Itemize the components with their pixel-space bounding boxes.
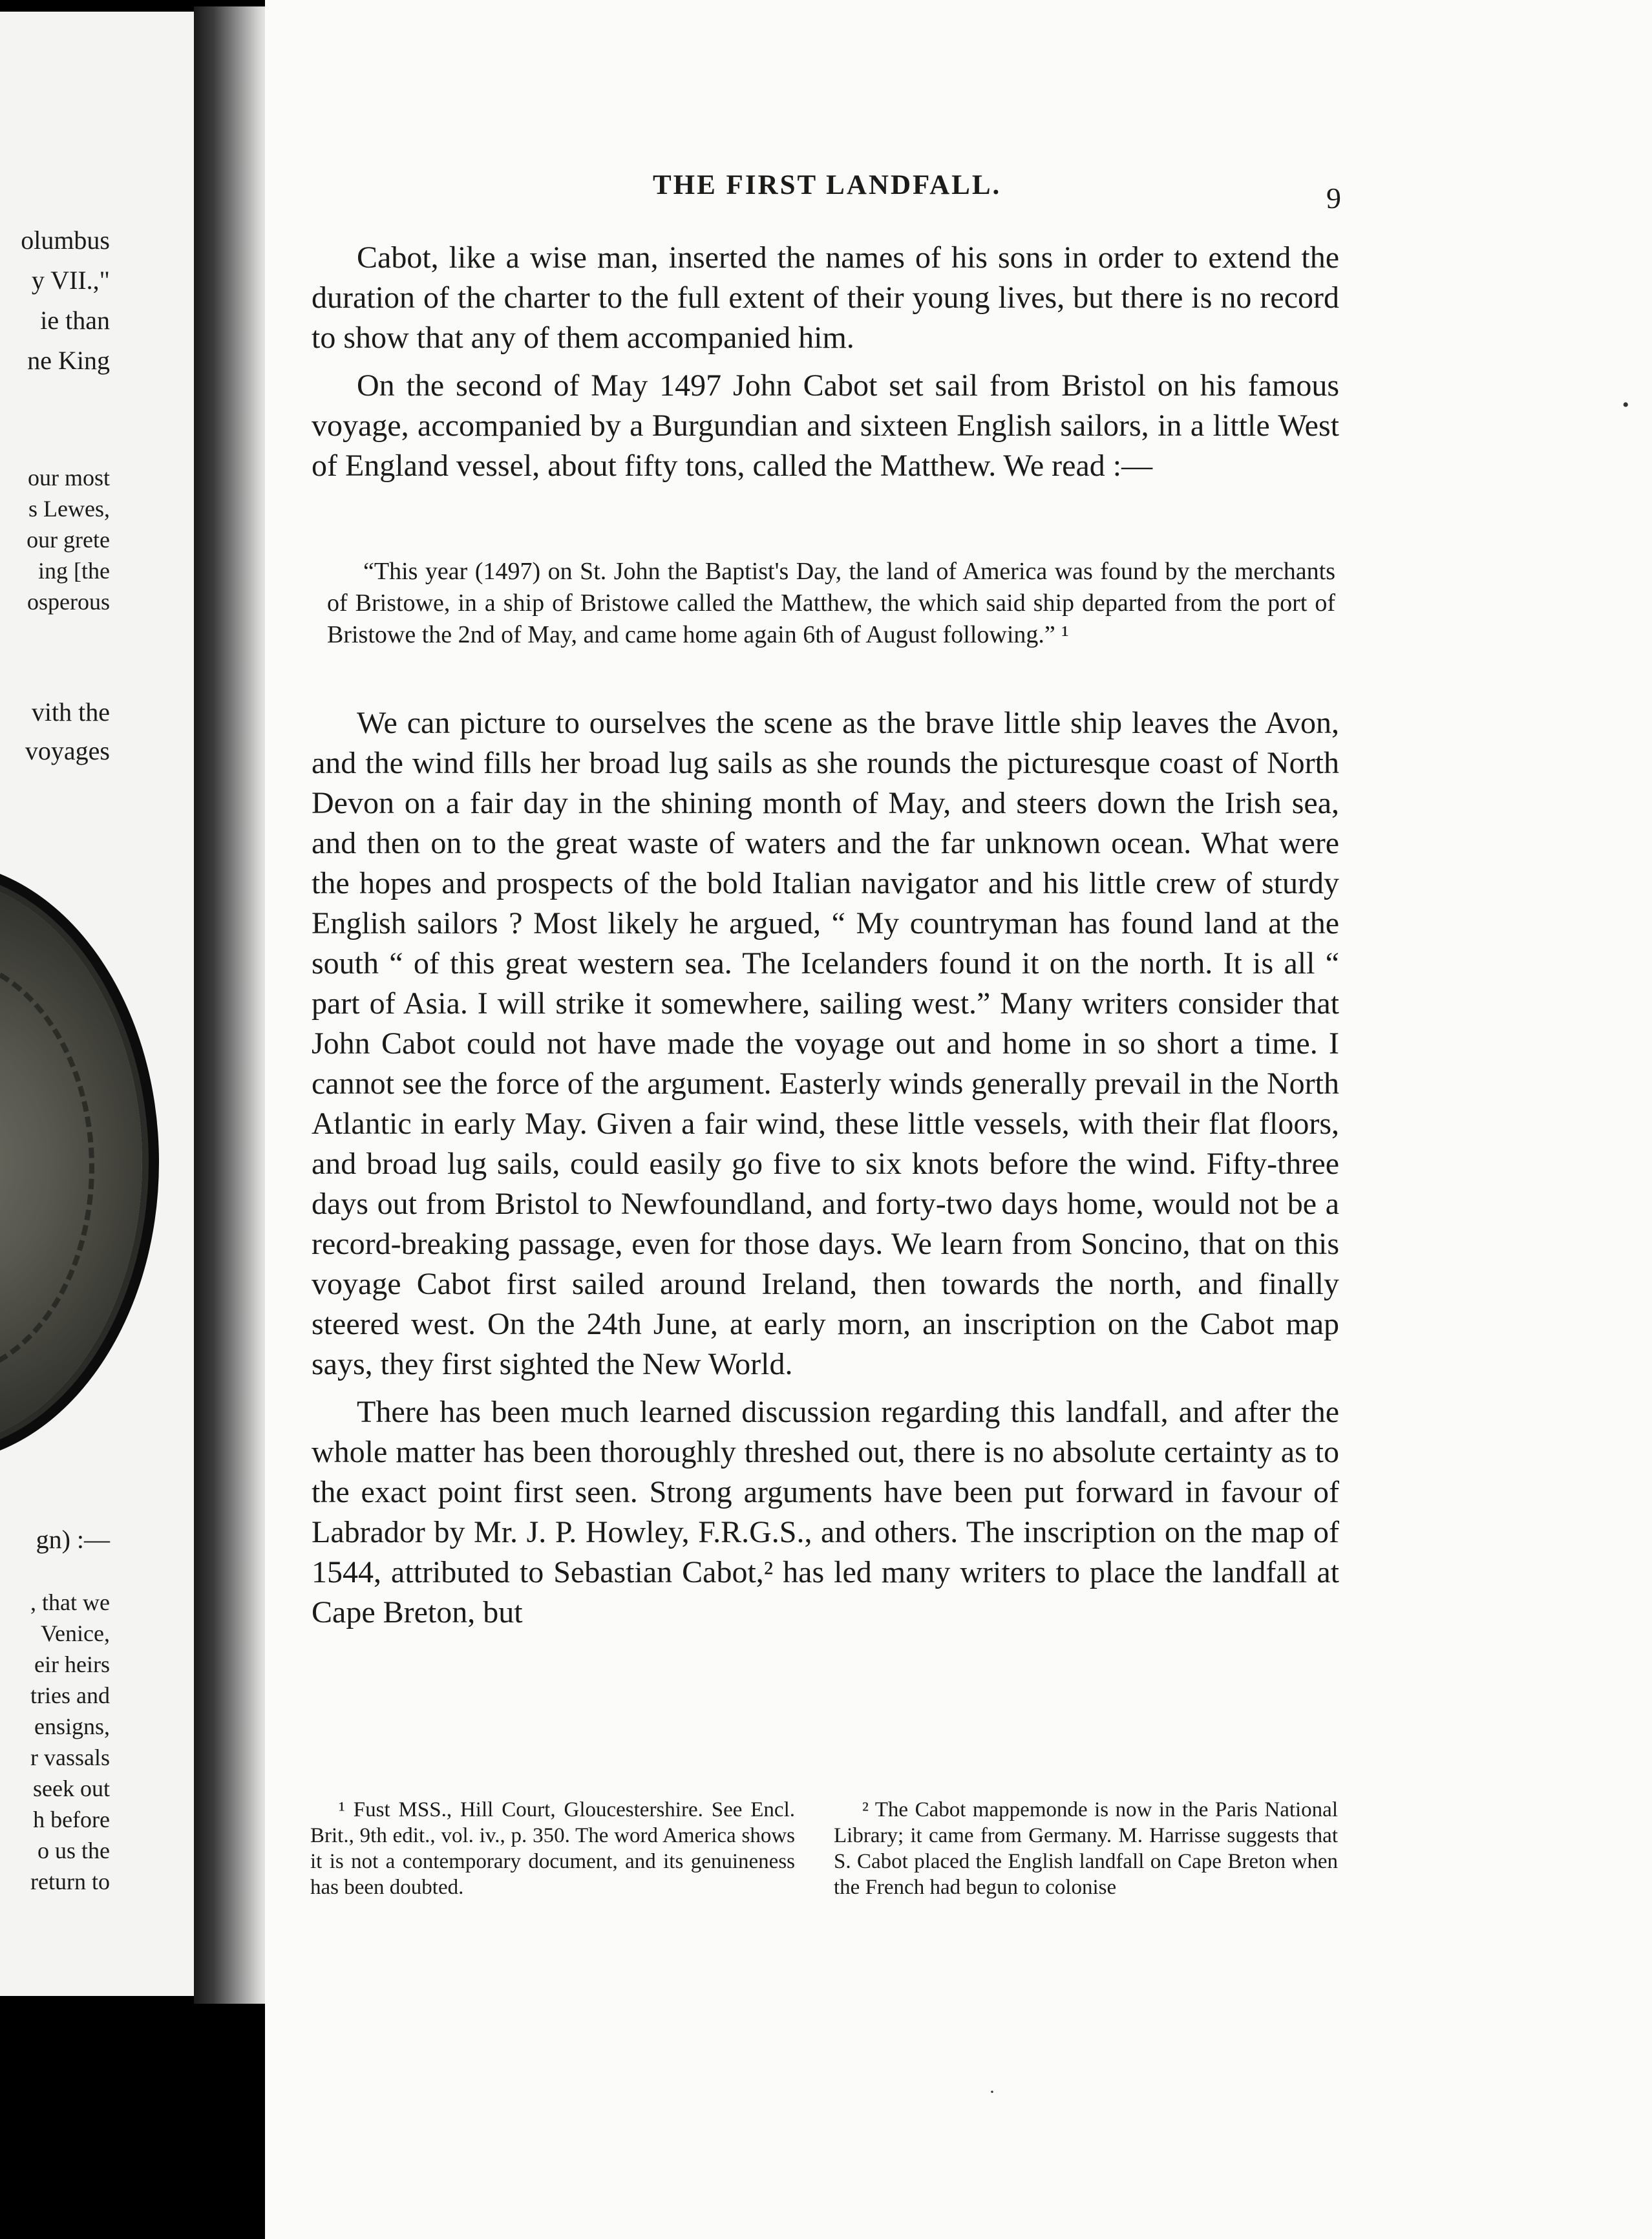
left-page-line: ensigns,: [34, 1714, 110, 1739]
left-page-line: tries and: [30, 1682, 110, 1708]
left-page-line: olumbus: [21, 226, 110, 255]
left-page-line: , that we: [30, 1589, 110, 1615]
block-quotation: “This year (1497) on St. John the Baptist's Day, the land of America was found by the merchants of Bristowe, in a ship of Bristowe called the Matthew, the which said ship departed from the port of Bristowe the 2nd of May, and came home again 6th of August following.” ¹: [327, 558, 1335, 648]
body-text-top: [312, 238, 1339, 486]
body-text-main: [312, 703, 1339, 1633]
page-number: 9: [1326, 182, 1341, 215]
left-page-line: Venice,: [41, 1620, 110, 1646]
scan-artifact: •: [1622, 394, 1629, 416]
right-page: [265, 0, 1652, 2239]
footnote-2: ² The Cabot mappemonde is now in the Paris National Library; it came from Germany. M. Harrisse suggests that S. Cabot placed the English landfall on Cape Breton when the French had begun to colonise: [834, 1798, 1338, 1899]
left-page-line: our grete: [26, 527, 110, 553]
left-page-line: our most: [27, 465, 110, 491]
paragraph: We can picture to ourselves the scene as the brave little ship leaves the Avon, and the wind fills her broad lug sails as she rounds the picturesque coast of North Devon on a fair day in the shining month of May, and steers down the Irish sea, and then on to the great waste of waters and the far unknown ocean. What were the hopes and prospects of the bold Italian navigator and his little crew of sturdy English sailors ? Most likely he argued, “ My countryman has found land at the south “ of this great western sea. The Icelanders found it on the north. It is all “ part of Asia. I will strike it somewhere, sailing west.” Many writers consider that John Cabot could not have made the voyage out and home in so short a time. I cannot see the force of the argument. Easterly winds generally prevail in the North Atlantic in early May. Given a fair wind, these little vessels, with their flat floors, and broad lug sails, could easily go five to six knots before the wind. Fifty-three days out from Bristol to Newfoundland, and forty-two days home, would not be a record-breaking passage, even for those days. We learn from Soncino, that on this voyage Cabot first sailed around Ireland, then towards the north, and finally steered west. On the 24th June, at early morn, an inscription on the Cabot map says, they first sighted the New World.: [312, 706, 1339, 1381]
left-page-line: seek out: [33, 1776, 110, 1801]
book-gutter-shadow: [194, 6, 271, 2004]
left-page-line: ie than: [40, 306, 110, 335]
left-page-line: y VII.,": [31, 266, 110, 295]
left-page-line: voyages: [25, 736, 110, 765]
left-page-line: vith the: [31, 697, 110, 727]
paragraph: On the second of May 1497 John Cabot set sail from Bristol on his famous voyage, accompanied by a Burgundian and sixteen English sailors, in a little West of England vessel, about fifty tons, called the Matthew. We read :—: [312, 368, 1339, 483]
wax-seal-image: [0, 878, 142, 1447]
left-page-line: s Lewes,: [28, 496, 110, 522]
paragraph: Cabot, like a wise man, inserted the names of his sons in order to extend the duration of the charter to the full extent of their young lives, but there is no record to show that any of them accompanied him.: [312, 240, 1339, 355]
footnote-1: ¹ Fust MSS., Hill Court, Gloucestershire. See Encl. Brit., 9th edit., vol. iv., p. 350. The word America shows it is not a contemporary document, and its genuineness has been doubted.: [310, 1798, 795, 1899]
running-head: THE FIRST LANDFALL.: [653, 170, 1002, 200]
left-page-line: ne King: [27, 346, 110, 375]
left-page-line: gn) :—: [36, 1525, 110, 1554]
left-page-line: eir heirs: [34, 1651, 110, 1677]
left-page-line: r vassals: [30, 1745, 110, 1770]
left-page-line: o us the: [37, 1838, 110, 1863]
left-page-line: osperous: [27, 589, 110, 615]
left-page-line: ing [the: [38, 558, 110, 584]
scan-artifact: ·: [989, 2081, 995, 2103]
left-facing-page: [0, 12, 194, 1996]
paragraph: There has been much learned discussion regarding this landfall, and after the whole matter has been thoroughly threshed out, there is no absolute certainty as to the exact point first seen. Strong arguments have been put forward in favour of Labrador by Mr. J. P. Howley, F.R.G.S., and others. The inscription on the map of 1544, attributed to Sebastian Cabot,² has led many writers to place the landfall at Cape Breton, but: [312, 1395, 1339, 1629]
left-page-line: return to: [30, 1869, 110, 1894]
left-page-line: h before: [33, 1807, 110, 1832]
